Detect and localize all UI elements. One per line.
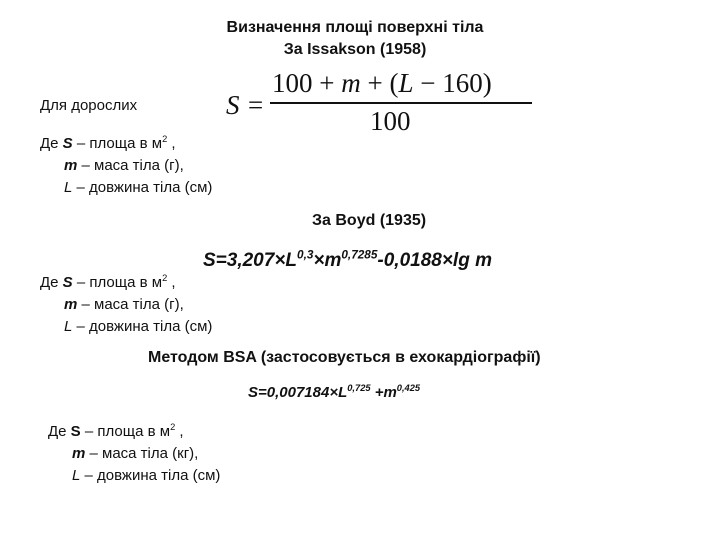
legend-2-m: m – маса тіла (г), (64, 296, 184, 313)
legend-3 (48, 421, 220, 487)
page-title (190, 17, 520, 61)
bsa-title: Методом BSA (застосовується в ехокардіографії) (148, 349, 541, 366)
legend-3-m: m – маса тіла (кг), (72, 445, 199, 462)
title-line-2: За Issakson (1958) (283, 41, 427, 58)
legend-1-s: Де S – площа в $м^2$ , (40, 134, 176, 152)
issakson-formula (226, 68, 546, 140)
title-line-1: Визначення площі поверхні тіла (226, 19, 484, 36)
legend-2-l: L – довжина тіла (см) (64, 318, 213, 335)
legend-1-m: m – маса тіла (г), (64, 157, 184, 174)
legend-2-s: Де S – площа в $м^2$ , (40, 273, 176, 291)
legend-1-l: L – довжина тіла (см) (64, 179, 213, 196)
bsa-formula: $S=0,007184\times L^{0,725} +m^{0,425}$ (248, 383, 421, 401)
boyd-formula: $S=3,207\times L^{0,3}\times m^{0,7285}-0,0188\times\lg$ m (203, 248, 492, 271)
adult-label: Для дорослих (40, 97, 138, 114)
formula-denominator: 100 (370, 106, 411, 136)
formula-numerator: 100 + m + (L − 160) (272, 68, 492, 98)
legend-3-s: Де S – площа в $м^2$ , (48, 422, 184, 440)
legend-2 (40, 272, 212, 338)
boyd-title: За Boyd (1935) (312, 212, 427, 229)
fraction-bar (270, 102, 532, 104)
legend-1 (40, 133, 212, 199)
formula-lhs: S = (226, 90, 265, 120)
legend-3-l: L – довжина тіла (см) (72, 467, 221, 484)
